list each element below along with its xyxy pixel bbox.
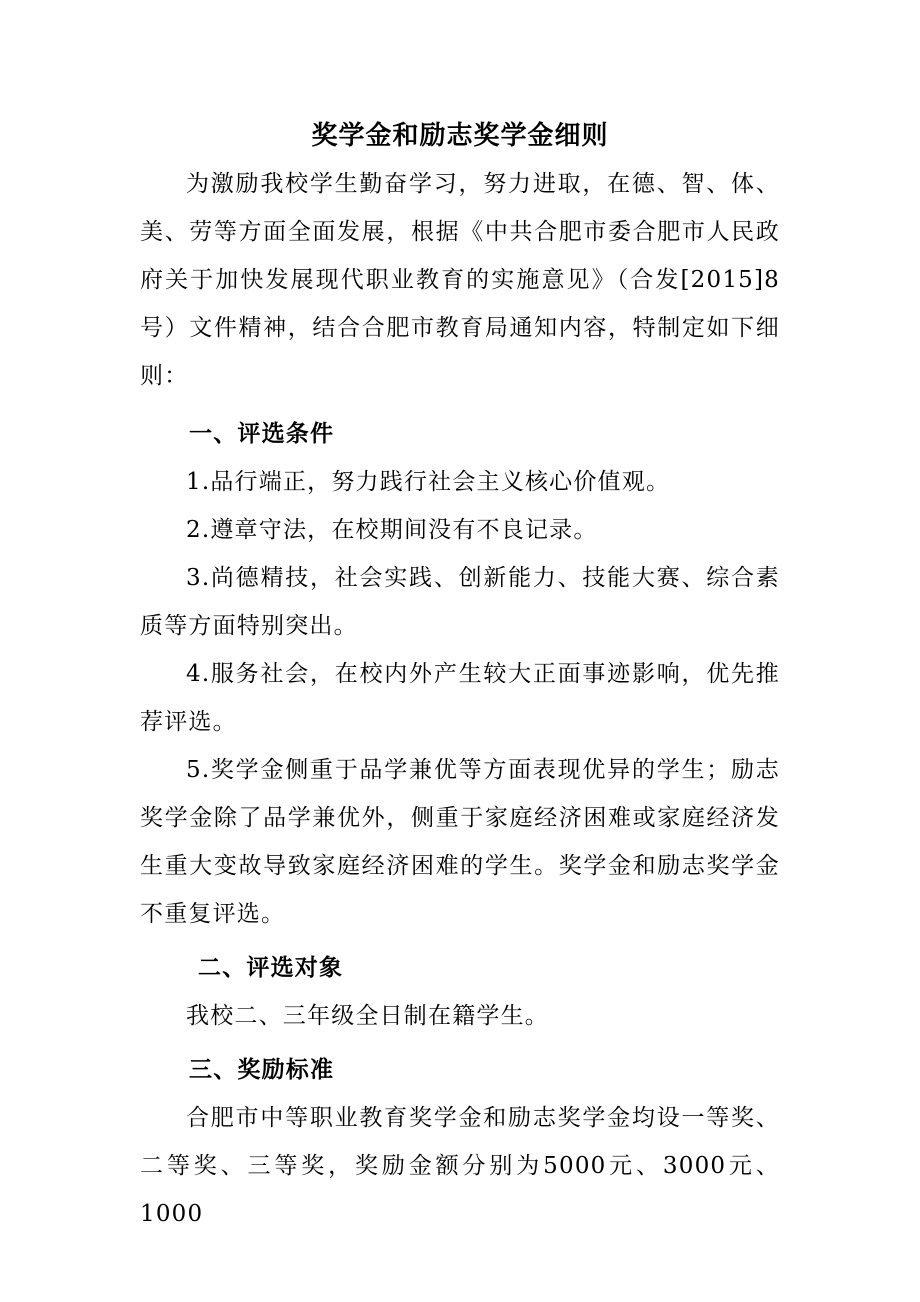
section-heading-eligibility: 二、评选对象: [198, 955, 344, 981]
section-heading-award-standard: 三、奖励标准: [189, 1057, 335, 1083]
document-body: [140, 160, 780, 1238]
document-title: 奖学金和励志奖学金细则: [311, 121, 609, 151]
criteria-item-2: 2.遵章守法，在校期间没有不良记录。: [186, 517, 598, 543]
award-standard-paragraph: 合肥市中等职业教育奖学金和励志奖学金均设一等奖、二等奖、三等奖，奖励金额分别为5000元、3000元、1000: [140, 1105, 780, 1227]
criteria-item-1: 1.品行端正，努力践行社会主义核心价值观。: [186, 469, 671, 495]
section-heading-criteria: 一、评选条件: [189, 421, 335, 447]
criteria-item-4: 4.服务社会，在校内外产生较大正面事迹影响，优先推荐评选。: [140, 661, 780, 735]
eligibility-paragraph: 我校二、三年级全日制在籍学生。: [186, 1003, 549, 1029]
intro-paragraph: 为激励我校学生勤奋学习，努力进取，在德、智、体、美、劳等方面全面发展，根据《中共合肥市委合肥市人民政府关于加快发展现代职业教育的实施意见》（合发[2015]8号）文件精神，结合合肥市教育局通知内容，特制定如下细则：: [140, 171, 780, 389]
criteria-item-3: 3.尚德精技，社会实践、创新能力、技能大赛、综合素质等方面特别突出。: [140, 565, 780, 639]
criteria-item-5: 5.奖学金侧重于品学兼优等方面表现优异的学生；励志奖学金除了品学兼优外，侧重于家庭经济困难或家庭经济发生重大变故导致家庭经济困难的学生。奖学金和励志奖学金不重复评选。: [140, 757, 780, 927]
